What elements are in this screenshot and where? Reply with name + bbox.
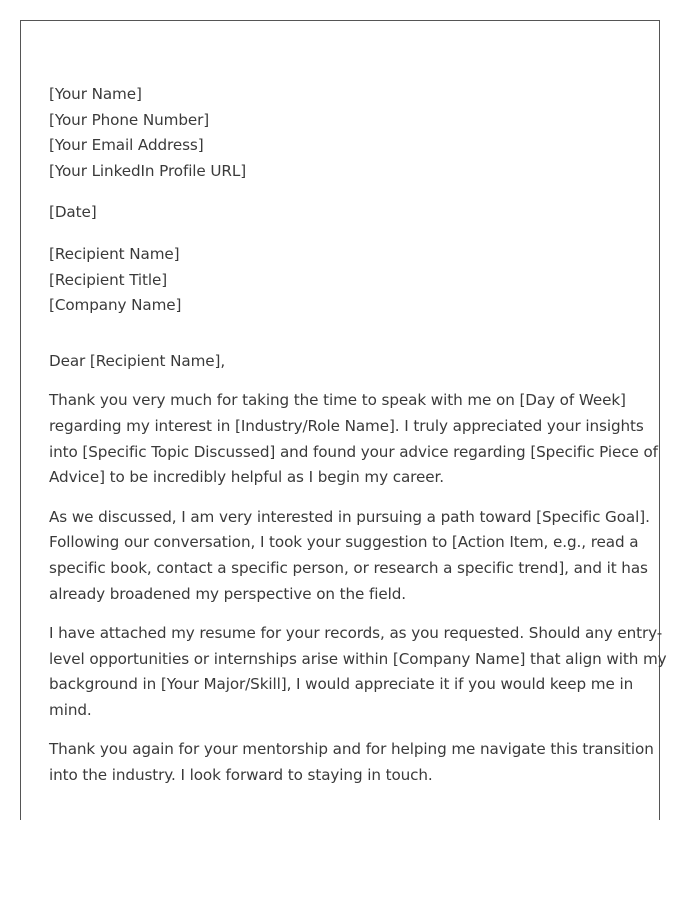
recipient-company: [Company Name] xyxy=(49,296,182,315)
paragraph-2 xyxy=(49,505,650,607)
letter-body xyxy=(49,82,667,789)
recipient-block xyxy=(49,242,639,319)
salutation: Dear [Recipient Name], xyxy=(49,351,226,370)
paragraph-3 xyxy=(49,621,667,723)
recipient-title: [Recipient Title] xyxy=(49,270,168,289)
sender-block xyxy=(49,82,639,184)
paragraph-line: already broadened my perspective on the field. xyxy=(49,584,407,603)
recipient-name: [Recipient Name] xyxy=(49,244,180,263)
paragraph-line: Thank you very much for taking the time to speak with me on [Day of Week] xyxy=(49,391,626,410)
letter-date: [Date] xyxy=(49,203,97,222)
sender-linkedin: [Your LinkedIn Profile URL] xyxy=(49,161,247,180)
paragraph-line: As we discussed, I am very interested in pursuing a path toward [Specific Goal]. xyxy=(49,507,650,526)
paragraph-line: mind. xyxy=(49,700,92,719)
paragraph-line: regarding my interest in [Industry/Role Name]. I truly appreciated your insights xyxy=(49,416,644,435)
paragraph-line: level opportunities or internships arise within [Company Name] that align with my xyxy=(49,649,667,668)
paragraph-line: into [Specific Topic Discussed] and found your advice regarding [Specific Piece of xyxy=(49,442,658,461)
paragraph-line: Thank you again for your mentorship and for helping me navigate this transition xyxy=(49,740,654,759)
paragraph-line: specific book, contact a specific person, or research a specific trend], and it has xyxy=(49,558,648,577)
paragraph-line: into the industry. I look forward to staying in touch. xyxy=(49,766,433,785)
paragraph-line: background in [Your Major/Skill], I would appreciate it if you would keep me in xyxy=(49,675,634,694)
sender-email: [Your Email Address] xyxy=(49,136,204,155)
paragraph-1 xyxy=(49,388,658,490)
paragraph-4 xyxy=(49,737,654,788)
sender-phone: [Your Phone Number] xyxy=(49,110,210,129)
paragraph-line: Advice] to be incredibly helpful as I begin my career. xyxy=(49,468,444,487)
paragraph-line: Following our conversation, I took your suggestion to [Action Item, e.g., read a xyxy=(49,533,639,552)
paragraph-line: I have attached my resume for your records, as you requested. Should any entry- xyxy=(49,624,663,643)
sender-name: [Your Name] xyxy=(49,85,142,103)
